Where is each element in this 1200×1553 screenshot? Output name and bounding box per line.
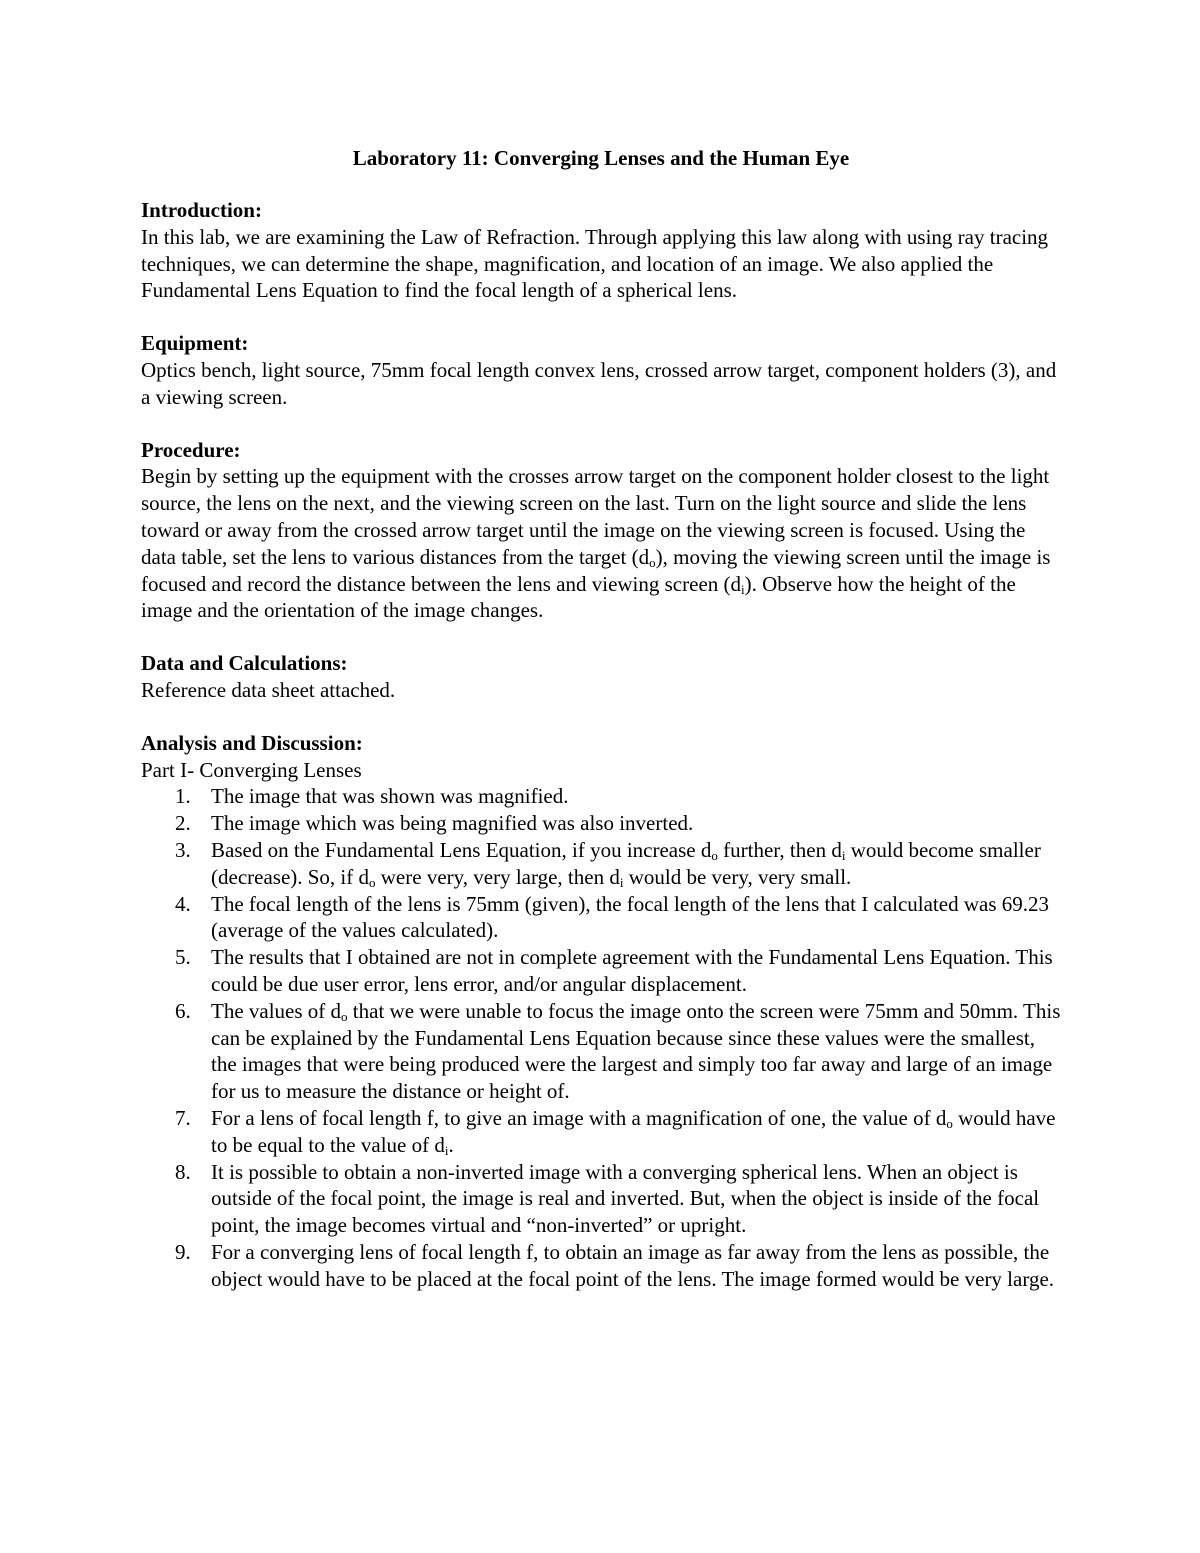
- list-item-text: The values of d: [211, 998, 342, 1023]
- list-item: [141, 1239, 1061, 1293]
- data-calculations-heading: Data and Calculations:: [141, 651, 348, 676]
- list-item-text: would become smaller (decrease). So, if d: [211, 837, 1041, 889]
- equipment-section: [141, 330, 1061, 410]
- list-item-text: would have to be equal to the value of d: [211, 1105, 1056, 1157]
- list-item: [141, 783, 1061, 810]
- list-item: [141, 1105, 1061, 1159]
- list-number: 6.: [175, 998, 191, 1023]
- introduction-section: [141, 197, 1061, 304]
- list-item: [141, 891, 1061, 945]
- equipment-heading: Equipment:: [141, 331, 249, 356]
- list-item-text: The results that I obtained are not in complete agreement with the Fundamental Lens Equation. This could be due user error, lens error, and/or angular displacement.: [211, 945, 1053, 996]
- subscript: o: [649, 554, 656, 570]
- subscript: i: [444, 1142, 449, 1158]
- list-item-text: For a converging lens of focal length f, to obtain an image as far away from the lens as possible, the object would have to be placed at the focal point of the lens. The image formed would be very large.: [211, 1239, 1055, 1291]
- subscript: o: [369, 874, 376, 890]
- analysis-part-label: Part I- Converging Lenses: [141, 757, 362, 782]
- analysis-list: [141, 783, 1061, 1292]
- subscript: o: [711, 847, 718, 863]
- list-item: [141, 1159, 1061, 1239]
- list-item-text: Based on the Fundamental Lens Equation, if you increase d: [211, 837, 712, 862]
- procedure-section: [141, 437, 1061, 625]
- procedure-text-part: ), moving the viewing screen until the image is focused and record the distance between the lens and viewing screen (d: [141, 544, 1051, 596]
- list-item: [141, 944, 1061, 998]
- subscript: o: [946, 1115, 953, 1131]
- subscript: i: [741, 581, 745, 597]
- subscript: o: [341, 1008, 348, 1024]
- data-calculations-text: Reference data sheet attached.: [141, 677, 396, 702]
- data-calculations-section: [141, 650, 1061, 704]
- list-item: [141, 810, 1061, 837]
- equipment-text: Optics bench, light source, 75mm focal length convex lens, crossed arrow target, component holders (3), and a viewing screen.: [141, 357, 1057, 409]
- list-item-text: that we were unable to focus the image onto the screen were 75mm and 50mm. This can be explained by the Fundamental Lens Equation because since these values were the smallest, the images that were being produced were the largest and simply too far away and large of an image for us to measure the distance or height of.: [211, 998, 1061, 1104]
- subscript: i: [619, 874, 624, 890]
- list-item-text: .: [448, 1132, 454, 1157]
- list-item-text: For a lens of focal length f, to give an image with a magnification of one, the value of d: [211, 1105, 947, 1130]
- procedure-text: [141, 463, 1061, 624]
- list-item-text: The image that was shown was magnified.: [211, 784, 569, 809]
- list-number: 4.: [175, 891, 191, 916]
- list-number: 8.: [175, 1159, 191, 1184]
- analysis-heading: Analysis and Discussion:: [141, 730, 363, 755]
- list-item: [141, 998, 1061, 1105]
- list-number: 1.: [175, 784, 191, 809]
- list-item-text: were very, very large, then d: [375, 864, 620, 889]
- document-page: [141, 140, 1061, 1292]
- list-item-text: The image which was being magnified was also inverted.: [211, 811, 694, 836]
- list-number: 7.: [175, 1105, 191, 1130]
- page-title: Laboratory 11: Converging Lenses and the Human Eye: [352, 146, 850, 170]
- procedure-text-part: ). Observe how the height of the image and the orientation of the image changes.: [141, 571, 1016, 623]
- list-number: 9.: [175, 1239, 191, 1264]
- list-item-text: The focal length of the lens is 75mm (given), the focal length of the lens that I calculated was 69.23 (average of the values calculated).: [211, 891, 1049, 943]
- list-item-text: would be very, very small.: [623, 864, 852, 889]
- list-item: [141, 837, 1061, 891]
- analysis-section: [141, 730, 1061, 1293]
- list-item-text: further, then d: [717, 837, 842, 862]
- subscript: i: [841, 847, 846, 863]
- list-number: 5.: [175, 945, 191, 970]
- introduction-heading: Introduction:: [141, 198, 262, 222]
- procedure-heading: Procedure:: [141, 437, 241, 462]
- list-number: 2.: [175, 811, 191, 836]
- procedure-text-part: Begin by setting up the equipment with the crosses arrow target on the component holder closest to the light source, the lens on the next, and the viewing screen on the last. Turn on the light source and slide the lens toward or away from the crossed arrow target until the image on the viewing screen is focused. Using the data table, set the lens to various distances from the target (d: [141, 464, 1050, 569]
- list-number: 3.: [175, 837, 191, 862]
- list-item-text: It is possible to obtain a non-inverted image with a converging spherical lens. When an object is outside of the focal point, the image is real and inverted. But, when the object is inside of the focal point, the image becomes virtual and “non-inverted” or upright.: [211, 1159, 1040, 1238]
- introduction-text: In this lab, we are examining the Law of Refraction. Through applying this law along with using ray tracing techniques, we can determine the shape, magnification, and location of an image. We also applied the Fundamental Lens Equation to find the focal length of a spherical lens.: [141, 224, 1049, 303]
